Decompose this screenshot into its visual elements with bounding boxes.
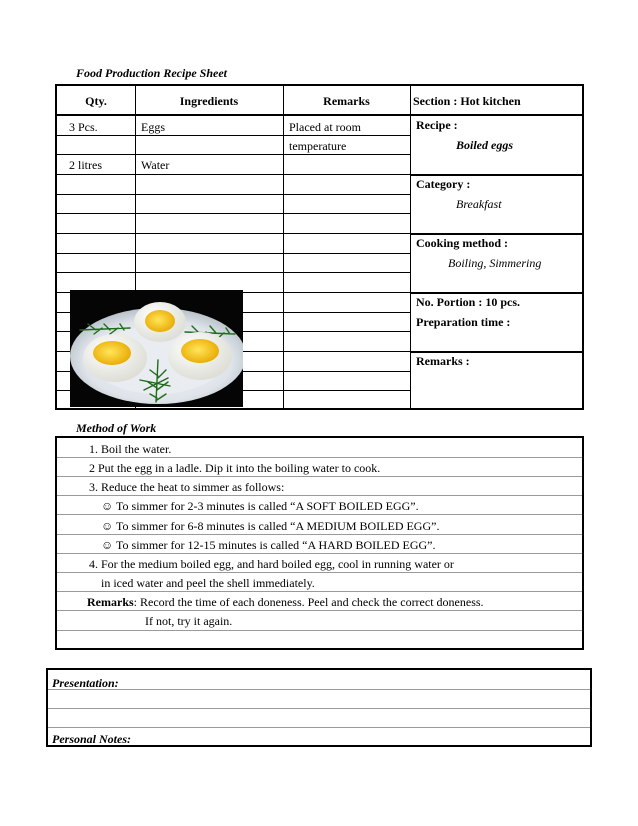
row-remark: Placed at room <box>289 120 361 134</box>
prep-time-label: Preparation time : <box>416 315 511 329</box>
row-remark: temperature <box>289 139 347 153</box>
sheet-title: Food Production Recipe Sheet <box>76 66 227 80</box>
row-ingredient: Eggs <box>141 120 165 134</box>
method-step: 3. Reduce the heat to simmer as follows: <box>89 480 285 494</box>
personal-notes-label: Personal Notes: <box>52 732 131 746</box>
method-title: Method of Work <box>76 421 157 435</box>
presentation-label: Presentation: <box>52 676 119 690</box>
method-substep: ☺ To simmer for 6-8 minutes is called “A MEDIUM BOILED EGG”. <box>101 519 440 533</box>
header-ingredients: Ingredients <box>179 94 239 108</box>
method-remarks-label: Remarks <box>87 595 134 609</box>
method-substep: ☺ To simmer for 2-3 minutes is called “A SOFT BOILED EGG”. <box>101 499 419 513</box>
cooking-method-label: Cooking method : <box>416 236 509 250</box>
category-value: Breakfast <box>456 197 502 211</box>
method-step: 4. For the medium boiled egg, and hard boiled egg, cool in running water or <box>89 557 454 571</box>
row-qty: 2 litres <box>69 158 102 172</box>
method-remarks-text-2: If not, try it again. <box>145 614 233 628</box>
boiled-eggs-image <box>70 290 243 407</box>
method-substep: ☺ To simmer for 12-15 minutes is called “A HARD BOILED EGG”. <box>101 538 436 552</box>
header-qty: Qty. <box>85 94 107 108</box>
category-label: Category : <box>416 177 471 191</box>
method-remarks-text: : Record the time of each doneness. Peel and check the correct doneness. <box>133 595 484 609</box>
method-step-continued: in iced water and peel the shell immediately. <box>101 576 315 590</box>
portion-label: No. Portion : 10 pcs. <box>416 295 520 309</box>
remarks-label: Remarks : <box>416 354 470 368</box>
header-remarks: Remarks <box>323 94 370 108</box>
method-box <box>55 436 584 650</box>
row-ingredient: Water <box>141 158 170 172</box>
method-step: 1. Boil the water. <box>89 442 172 456</box>
header-section: Section : Hot kitchen <box>413 94 521 108</box>
recipe-label: Recipe : <box>416 118 458 132</box>
row-qty: 3 Pcs. <box>69 120 98 134</box>
method-step: 2 Put the egg in a ladle. Dip it into the boiling water to cook. <box>89 461 381 475</box>
recipe-value: Boiled eggs <box>456 138 513 152</box>
cooking-method-value: Boiling, Simmering <box>448 256 542 270</box>
presentation-box <box>46 668 592 747</box>
